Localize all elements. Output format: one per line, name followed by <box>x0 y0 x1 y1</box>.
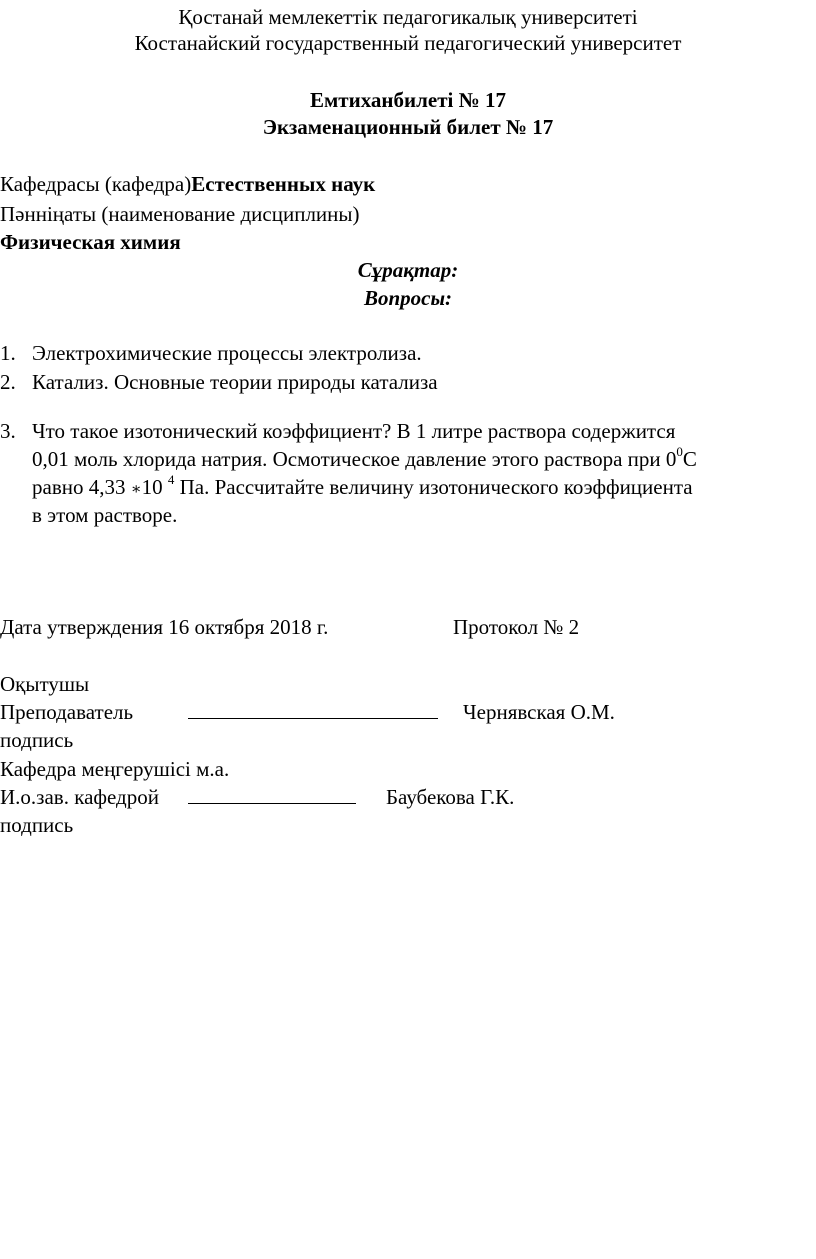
question-text-line-4: в этом растворе. <box>32 503 178 527</box>
head-signature-line <box>188 784 356 810</box>
multiply-sign: ∗ <box>130 481 142 498</box>
head-sign-caption: подпись <box>0 813 74 837</box>
question-text: Катализ. Основные теории природы катализа <box>32 370 438 394</box>
questions-heading-kz: Сұрақтар: <box>357 258 459 282</box>
university-name-kz: Қостанай мемлекеттік педагогикалық университеті <box>178 5 638 29</box>
approval-date: Дата утверждения 16 октября 2018 г. <box>0 615 329 639</box>
question-3 <box>0 418 816 528</box>
questions-heading-ru: Вопросы: <box>363 286 453 310</box>
teacher-label-kz: Оқытушы <box>0 672 90 696</box>
teacher-name: Чернявская О.М. <box>463 700 615 724</box>
question-number: 2. <box>0 370 16 394</box>
department-value: Естественных наук <box>191 172 376 196</box>
head-name: Баубекова Г.К. <box>386 785 515 809</box>
question-text-line-3: равно 4,33 ∗10 $^4$ Па. Рассчитайте величину изотонического коэффициента <box>32 472 693 499</box>
department-label: Кафедрасы (кафедра) <box>0 172 192 196</box>
head-label-kz: Кафедра меңгерушісі м.а. <box>0 757 230 781</box>
department-line <box>0 171 375 197</box>
discipline-label: Пәнніңаты (наименование дисциплины) <box>0 202 360 226</box>
ticket-title-kz: Емтиханбилеті № 17 <box>309 88 506 112</box>
discipline-value: Физическая химия <box>0 230 181 254</box>
protocol-number: Протокол № 2 <box>453 615 580 639</box>
question-text: Электрохимические процессы электролиза. <box>32 341 422 365</box>
question-text-line-2: 0,01 моль хлорида натрия. Осмотическое давление этого раствора при $0^0С$ <box>32 444 697 471</box>
question-number: 1. <box>0 341 16 365</box>
head-label-ru: И.о.зав. кафедрой <box>0 785 159 809</box>
university-name-ru: Костанайский государственный педагогический университет <box>134 31 682 55</box>
teacher-sign-caption: подпись <box>0 728 74 752</box>
teacher-label-ru: Преподаватель <box>0 700 134 724</box>
question-text-line-1: Что такое изотонический коэффициент? В 1 литре раствора содержится <box>32 419 676 443</box>
ticket-title-ru: Экзаменационный билет № 17 <box>262 115 554 139</box>
teacher-signature-line <box>188 699 438 725</box>
question-number: 3. <box>0 419 16 443</box>
